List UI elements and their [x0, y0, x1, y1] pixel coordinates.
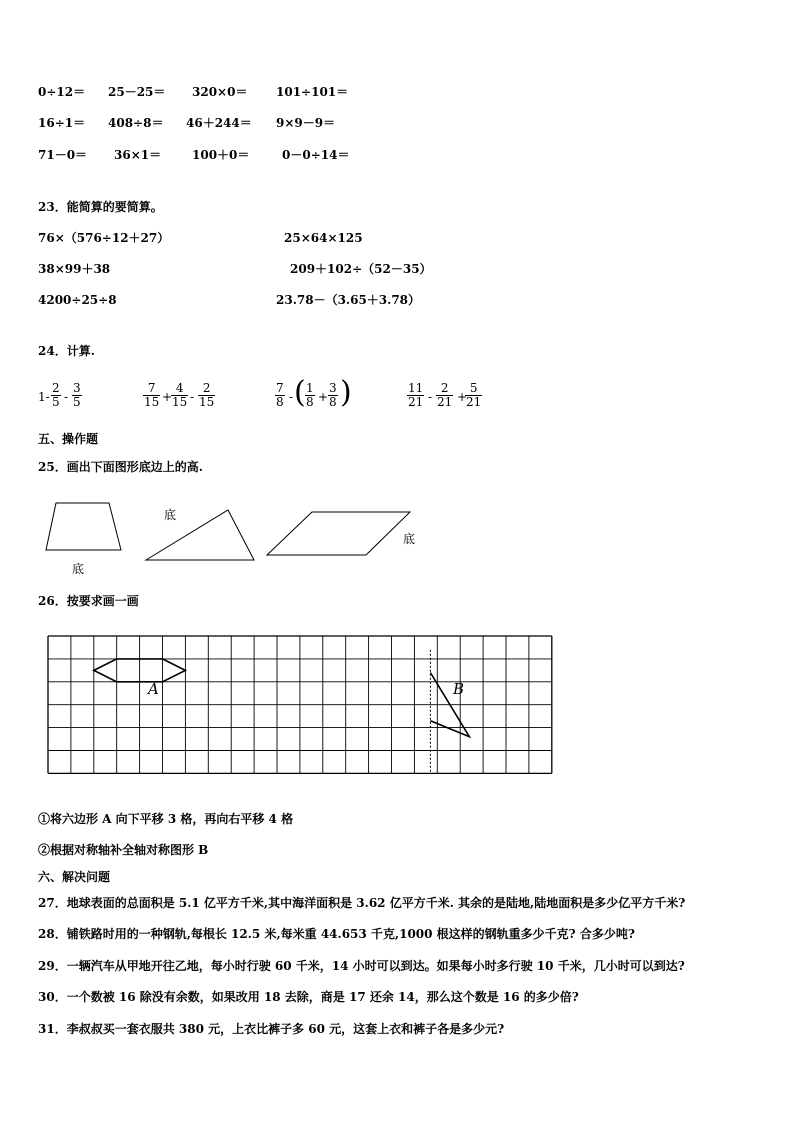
q29-text: 29．一辆汽车从甲地开往乙地，每小时行驶 60 千米，14 小时可以到达。如果每小时多行驶 10 千米，几小时可以到达?	[38, 959, 685, 973]
fraction: $\frac{2}{5}$	[52, 381, 60, 409]
operator: -	[64, 390, 69, 404]
q27-text: 27．地球表面的总面积是 5.1 亿平方千米,其中海洋面积是 3.62 亿平方千米. 其余的是陆地,陆地面积是多少亿平方千米?	[38, 896, 686, 910]
hexagon-label-a: A	[148, 680, 159, 698]
section-heading: 六、解决问题	[38, 870, 111, 884]
q30-text: 30．一个数被 16 除没有余数，如果改用 18 去除，商是 17 还余 14，那么这个数是 16 的多少倍?	[38, 990, 579, 1004]
operator: +	[457, 390, 468, 404]
oral-item: 9×9－9＝	[276, 116, 336, 130]
q28-text: 28．铺铁路时用的一种钢轨,每根长 12.5 米,每米重 44.653 千克,1000 根这样的钢轨重多少千克? 合多少吨?	[38, 927, 635, 941]
q23-item: 23.78－（3.65＋3.78）	[276, 293, 421, 307]
q23-item: 76×（576÷12＋27）	[38, 231, 170, 245]
q26-title: 26．按要求画一画	[38, 594, 139, 608]
oral-item: 100＋0＝	[192, 148, 250, 162]
operator: +	[318, 390, 329, 404]
q23-item: 209＋102÷（52－35）	[290, 262, 432, 276]
right-paren: )	[340, 375, 352, 410]
oral-item: 16÷1＝	[38, 116, 86, 130]
oral-item: 101÷101＝	[276, 85, 349, 99]
fraction: $\frac{7}{15}$	[144, 381, 160, 409]
operator: -	[428, 390, 433, 404]
oral-item: 0－0÷14＝	[282, 148, 350, 162]
operator: -	[289, 390, 294, 404]
q31-text: 31．李叔叔买一套衣服共 380 元，上衣比裤子多 60 元，这套上衣和裤子各是多少元?	[38, 1022, 505, 1036]
fraction: $\frac{3}{5}$	[73, 381, 81, 409]
oral-item: 0÷12＝	[38, 85, 86, 99]
triangle-base-label: 底	[164, 508, 177, 522]
q23-item: 25×64×125	[284, 231, 363, 245]
oral-item: 36×1＝	[114, 148, 162, 162]
q23-item: 4200÷25÷8	[38, 293, 117, 307]
q23-title: 23．能简算的要简算。	[38, 200, 163, 214]
q25-title: 25．画出下面图形底边上的高.	[38, 460, 203, 474]
fraction: $\frac{1}{8}$	[306, 381, 314, 409]
q26-task-2: ②根据对称轴补全轴对称图形 B	[38, 843, 209, 857]
operator: +	[162, 390, 173, 404]
fraction: $\frac{11}{21}$	[408, 381, 424, 409]
oral-item: 408÷8＝	[108, 116, 164, 130]
fraction: $\frac{4}{15}$	[172, 381, 188, 409]
q24-title: 24．计算.	[38, 344, 95, 358]
fraction: $\frac{7}{8}$	[276, 381, 284, 409]
oral-item: 46＋244＝	[186, 116, 252, 130]
left-paren: (	[294, 375, 306, 410]
oral-item: 320×0＝	[192, 85, 248, 99]
leading-term: 1-	[38, 390, 50, 404]
oral-item: 25－25＝	[108, 85, 166, 99]
shape-label-b: B	[453, 680, 465, 698]
trapezoid-base-label: 底	[72, 562, 85, 576]
fraction: $\frac{2}{21}$	[437, 381, 453, 409]
q23-item: 38×99＋38	[38, 262, 111, 276]
fraction: $\frac{3}{8}$	[329, 381, 337, 409]
oral-item: 71－0＝	[38, 148, 88, 162]
section-heading: 五、操作题	[38, 432, 99, 446]
fraction: $\frac{2}{15}$	[199, 381, 215, 409]
fraction: $\frac{5}{21}$	[466, 381, 482, 409]
q26-task-1: ①将六边形 A 向下平移 3 格，再向右平移 4 格	[38, 812, 294, 826]
parallelogram-base-label: 底	[403, 532, 416, 546]
operator: -	[190, 390, 195, 404]
